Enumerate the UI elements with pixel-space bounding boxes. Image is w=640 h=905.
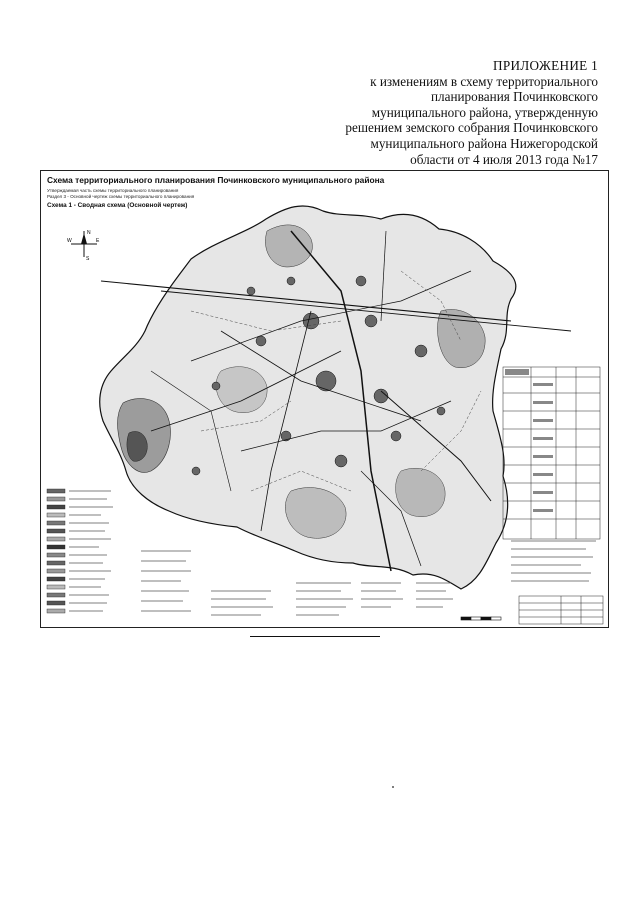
map-sheet <box>40 170 609 628</box>
compass-east: E <box>96 238 100 244</box>
map-subtitle: Утверждаемая часть схемы территориального планирования <box>47 188 179 193</box>
appendix-header <box>268 58 598 167</box>
compass-south: S <box>86 256 90 261</box>
dark-zone-west <box>127 431 147 461</box>
appendix-line: области от 4 июля 2013 года №17 <box>410 151 598 167</box>
compass-north: N <box>87 230 91 236</box>
appendix-line: муниципального района Нижегородской <box>370 135 598 151</box>
scheme-label: Схема 1 - Сводная схема (Основной чертеж) <box>47 202 188 209</box>
title-stamp <box>519 596 603 624</box>
appendix-line: планирования Починковского <box>430 89 598 105</box>
forest-zone-north <box>265 225 312 267</box>
appendix-line: муниципального района, утвержденную <box>371 104 598 120</box>
compass-west: W <box>67 238 72 244</box>
appendix-line: решением земского собрания Починковского <box>345 120 598 136</box>
scale-bar <box>461 617 501 620</box>
legend-columns <box>47 489 65 613</box>
right-legend-table <box>503 367 600 539</box>
map-title: Схема территориального планирования Починковского муниципального района <box>47 175 385 185</box>
appendix-title: ПРИЛОЖЕНИЕ 1 <box>493 58 598 73</box>
compass-rose-icon <box>67 227 101 261</box>
district-map <box>41 171 608 627</box>
right-table-fills <box>505 369 553 512</box>
scan-artifact <box>392 786 394 788</box>
appendix-line: к изменениям в схему территориального <box>370 73 598 89</box>
map-section: Раздел 3 - Основной чертеж схемы территориального планирования <box>47 194 195 199</box>
separator-line <box>250 636 380 637</box>
